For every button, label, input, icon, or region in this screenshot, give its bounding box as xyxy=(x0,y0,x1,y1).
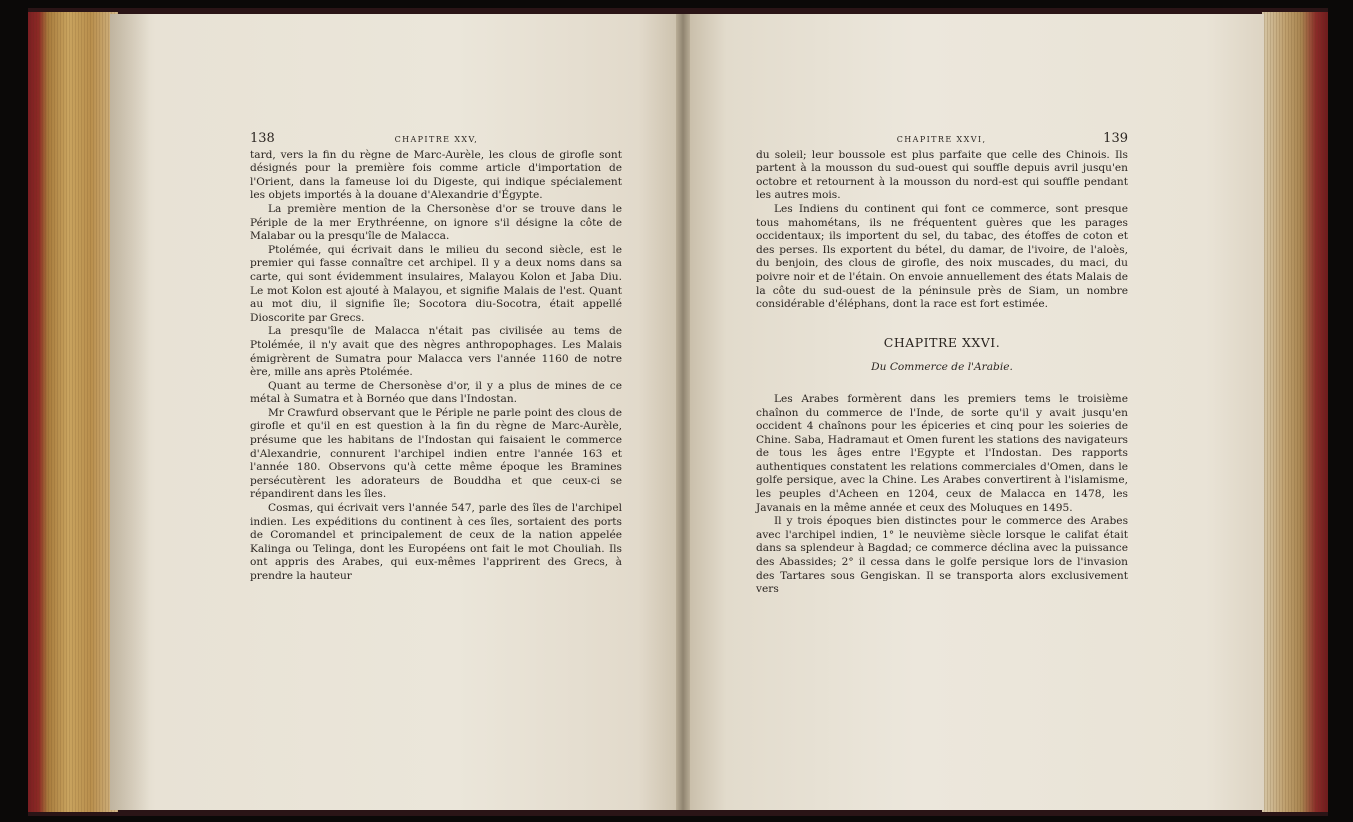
right-page-number: 139 xyxy=(1103,131,1128,146)
right-page-text xyxy=(756,132,1128,597)
paragraph: Les Indiens du continent qui font ce commerce, sont presque tous mahométans, ils ne fréquentent guères que les parages occidentaux; ils importent du sel, du tabac, des étoffes de coton et des perses. Ils exportent du bétel, du damar, de l'ivoire, de l'aloès, du benjoin, des clous de girofle, des noix muscades, du maci, du poivre noir et de l'étain. On envoie annuellement des états Malais de la côte du sud-ouest de la péninsule près de Siam, un nombre considérable d'éléphans, dont la race est fort estimée. xyxy=(756,202,1128,311)
right-running-header xyxy=(756,132,1128,147)
left-running-head: CHAPITRE XXV, xyxy=(394,135,479,144)
left-running-header xyxy=(250,132,622,147)
paragraph: La presqu'île de Malacca n'était pas civilisée au tems de Ptolémée, il n'y avait que des nègres anthropophages. Les Malais émigrèrent de Sumatra pour Malacca vers l'année 1160 de notre ère, mille ans après Ptolémée. xyxy=(250,325,622,379)
paragraph: Il y trois époques bien distinctes pour le commerce des Arabes avec l'archipel indien, 1° le neuvième siècle lorsque le califat était dans sa splendeur à Bagdad; ce commerce déclina avec la puissance des Abassides; 2° il cessa dans le golfe persique lors de l'invasion des Tartares sous Gengiskan. Il se transporta alors exclusivement vers xyxy=(756,515,1128,596)
book-left-edge xyxy=(28,12,118,812)
paragraph: Les Arabes formèrent dans les premiers tems le troisième chaînon du commerce de l'Inde, de sorte qu'il y avait jusqu'en occident 4 chaînons pour les épiceries et cinq pour les soieries de Chine. Saba, Hadramaut et Omen furent les stations des navigateurs de tous les âges entre l'Egypte et l'Indostan. Des rapports authentiques constatent les relations commerciales d'Omen, dans le golfe persique, avec la Chine. Les Arabes convertirent à l'islamisme, les peuples d'Acheen en 1204, ceux de Malacca en 1478, les Javanais en la même année et ceux des Moluques en 1495. xyxy=(756,392,1128,514)
paragraph: du soleil; leur boussole est plus parfaite que celle des Chinois. Ils partent à la mousson du sud-ouest qui souffle depuis avril jusqu'en octobre et retournent à la mousson du nord-est qui souffle pendant les autres mois. xyxy=(756,148,1128,202)
paragraph: tard, vers la fin du règne de Marc-Aurèle, les clous de girofle sont désignés pour la première fois comme article d'importation de l'Orient, dans la fameuse loi du Digeste, qui indique spécialement les objets importés à la douane d'Alexandrie d'Égypte. xyxy=(250,148,622,202)
chapter-title: CHAPITRE XXVI. xyxy=(883,334,1001,350)
paragraph: La première mention de la Chersonèse d'or se trouve dans le Périple de la mer Erythréenne, on ignore s'il désigne la côte de Malabar ou la presqu'île de Malacca. xyxy=(250,202,622,243)
chapter-subtitle: Du Commerce de l'Arabie. xyxy=(871,361,1013,374)
left-page-text xyxy=(250,132,622,584)
book-right-edge xyxy=(1262,12,1328,812)
book-gutter xyxy=(676,14,690,810)
paragraph: Quant au terme de Chersonèse d'or, il y a plus de mines de ce métal à Sumatra et à Bornéo que dans l'Indostan. xyxy=(250,379,622,406)
paragraph: Mr Crawfurd observant que le Périple ne parle point des clous de girofle et qu'il en est question à la fin du règne de Marc-Aurèle, présume que les habitans de l'Indostan qui faisaient le commerce d'Alexandrie, connurent l'archipel indien entre l'année 163 et l'année 180. Observons qu'à cette même époque les Bramines persécutèrent les adorateurs de Bouddha et que ceux-ci se répandirent dans les îles. xyxy=(250,406,622,501)
right-running-head: CHAPITRE XXVI, xyxy=(896,135,987,144)
paragraph: Cosmas, qui écrivait vers l'année 547, parle des îles de l'archipel indien. Les expéditions du continent à ces îles, sortaient des ports de Coromandel et principalement de ceux de la nation appelée Kalinga ou Telinga, dont les Européens ont fait le mot Chouliah. Ils ont appris des Arabes, qui eux-mêmes l'apprirent des Grecs, à prendre la hauteur xyxy=(250,502,622,582)
left-page-number: 138 xyxy=(250,131,275,146)
paragraph: Ptolémée, qui écrivait dans le milieu du second siècle, est le premier qui fasse connaître cet archipel. Il y a deux noms dans sa carte, qui sont évidemment insulaires, Malayou Kolon et Jaba Diu. Le mot Kolon est ajouté à Malayou, et signifie Malais de l'est. Quant au mot diu, il signifie île; Socotora diu-Socotra, était appellé Dioscorite par Grecs. xyxy=(250,243,622,324)
